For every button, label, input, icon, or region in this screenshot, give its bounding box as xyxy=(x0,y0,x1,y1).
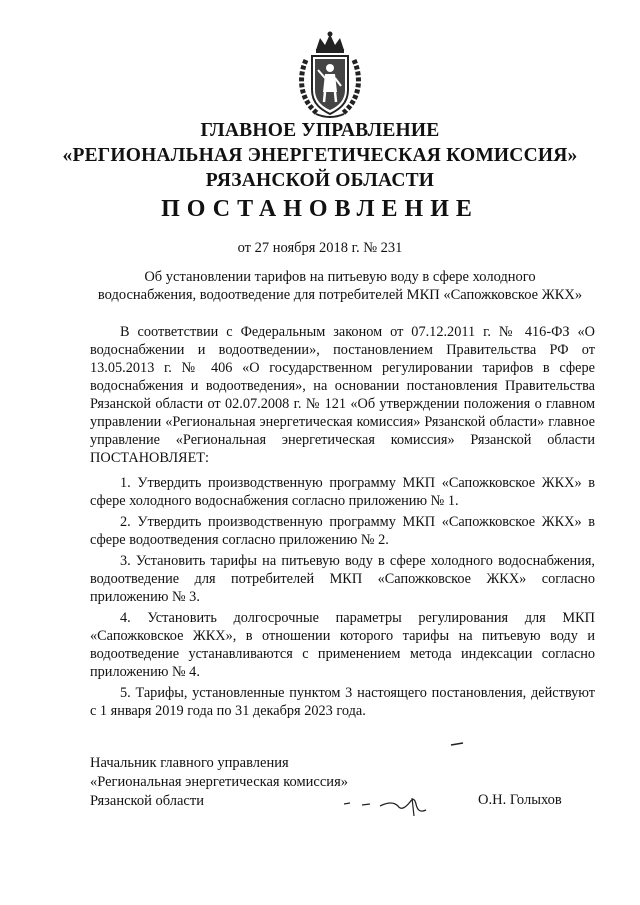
signatory-line-2: «Региональная энергетическая комиссия» xyxy=(90,774,348,790)
document-title: ПОСТАНОВЛЕНИЕ xyxy=(161,196,479,222)
resolution-item-1: 1. Утвердить производственную программу МКП «Сапожковское ЖКХ» в сфере холодного водоснабжения согласно приложению № 1. xyxy=(90,475,595,509)
preamble-paragraph: В соответствии с Федеральным законом от 07.12.2011 г. № 416-ФЗ «О водоснабжении и водоотведении», постановлением Правительства РФ от 13.05.2013 г. № 406 «О государственном регулировании тарифов в сфере водоснабжения и водоотведения», на основании постановления Правительства Рязанской области от 02.07.2008 г. № 121 «Об утверждении положения о главном управлении «Региональная энергетическая комиссия» Рязанской области» главное управление «Региональная энергетическая комиссия» Рязанской области ПОСТАНОВЛЯЕТ: xyxy=(90,324,595,466)
organization-header xyxy=(0,118,640,193)
signatory-line-1: Начальник главного управления xyxy=(90,755,289,771)
handwritten-signature-icon xyxy=(340,790,440,820)
org-line-1: ГЛАВНОЕ УПРАВЛЕНИЕ xyxy=(200,120,440,141)
resolution-items xyxy=(90,474,595,723)
resolution-item-3: 3. Установить тарифы на питьевую воду в сфере холодного водоснабжения, водоотведение для потребителей МКП «Сапожковское ЖКХ» согласно приложению № 3. xyxy=(90,553,595,605)
ryazan-coat-of-arms-icon xyxy=(294,30,366,120)
org-line-3: РЯЗАНСКОЙ ОБЛАСТИ xyxy=(205,170,435,191)
subject-line-2: водоснабжения, водоотведение для потребителей МКП «Сапожковское ЖКХ» xyxy=(97,287,583,303)
subject-line-1: Об установлении тарифов на питьевую воду в сфере холодного xyxy=(144,269,536,285)
signatory-name: О.Н. Голыхов xyxy=(478,792,562,808)
document-subject xyxy=(80,268,600,304)
document-date-number: от 27 ноября 2018 г. № 231 xyxy=(237,240,403,256)
resolution-item-2: 2. Утвердить производственную программу МКП «Сапожковское ЖКХ» в сфере водоотведения согласно приложению № 2. xyxy=(90,514,595,548)
org-line-2: «РЕГИОНАЛЬНАЯ ЭНЕРГЕТИЧЕСКАЯ КОМИССИЯ» xyxy=(62,145,578,166)
signatory-line-3: Рязанской области xyxy=(90,793,204,809)
resolution-item-5: 5. Тарифы, установленные пунктом 3 настоящего постановления, действуют с 1 января 2019 года по 31 декабря 2023 года. xyxy=(90,685,595,719)
pen-mark-icon xyxy=(450,741,464,747)
resolution-item-4: 4. Установить долгосрочные параметры регулирования для МКП «Сапожковское ЖКХ», в отношении которого тарифы на питьевую воду и водоотведение устанавливаются с применением метода индексации согласно приложению № 4. xyxy=(90,610,595,680)
signatory-position xyxy=(90,754,348,811)
